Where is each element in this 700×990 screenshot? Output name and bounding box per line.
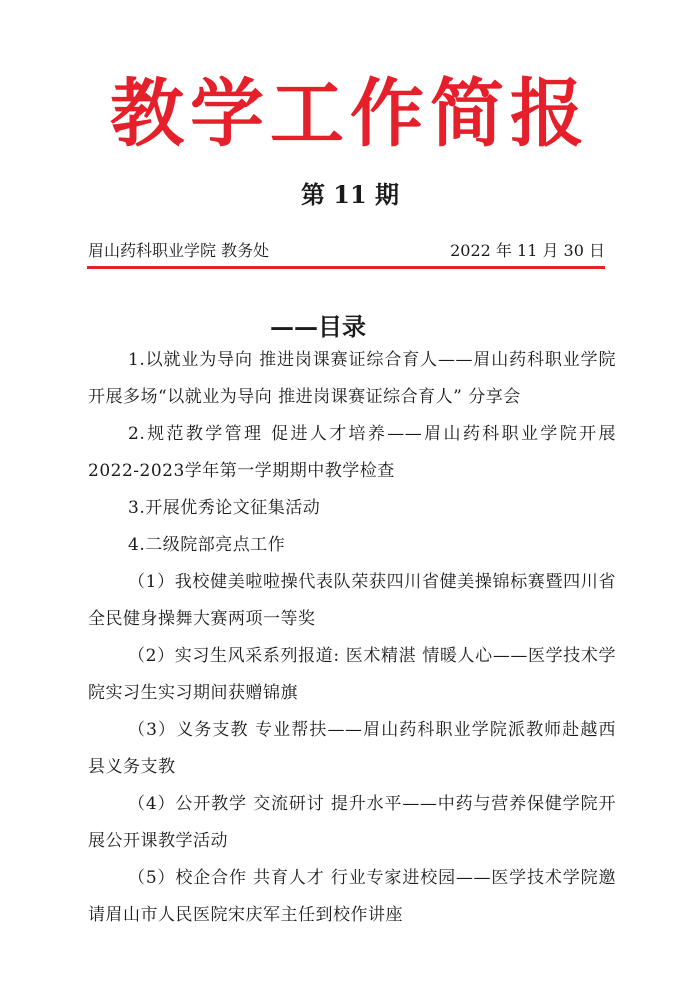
toc-item[interactable]: （5）校企合作 共育人才 行业专家进校园——医学技术学院邀请眉山市人民医院宋庆军主任到校作讲座 bbox=[88, 868, 616, 925]
toc-item[interactable]: 1.以就业为导向 推进岗课赛证综合育人——眉山药科职业学院开展多场“以就业为导向 推进岗课赛证综合育人” 分享会 bbox=[88, 350, 616, 407]
publisher-org: 眉山药科职业学院 教务处 bbox=[88, 241, 270, 260]
toc-item[interactable]: （2）实习生风采系列报道: 医术精湛 情暖人心——医学技术学院实习生实习期间获赠锦旗 bbox=[88, 646, 616, 703]
toc-title: ——目录 bbox=[270, 312, 366, 341]
toc-item[interactable]: 2.规范教学管理 促进人才培养——眉山药科职业学院开展2022-2023学年第一学期期中教学检查 bbox=[88, 424, 616, 481]
issue-number: 第 11 期 bbox=[300, 180, 400, 209]
toc-item[interactable]: （1）我校健美啦啦操代表队荣获四川省健美操锦标赛暨四川省全民健身操舞大赛两项一等奖 bbox=[88, 572, 616, 629]
toc-item[interactable]: （3）义务支教 专业帮扶——眉山药科职业学院派教师赴越西县义务支教 bbox=[88, 720, 616, 777]
table-of-contents bbox=[88, 342, 616, 934]
publish-date: 2022 年 11 月 30 日 bbox=[450, 241, 605, 260]
toc-item[interactable]: （4）公开教学 交流研讨 提升水平——中药与营养保健学院开展公开课教学活动 bbox=[88, 794, 616, 851]
toc-item[interactable]: 4.二级院部亮点工作 bbox=[128, 535, 286, 555]
newsletter-masthead: 教学工作简报 bbox=[110, 71, 590, 157]
header-divider bbox=[87, 266, 605, 269]
toc-item[interactable]: 3.开展优秀论文征集活动 bbox=[128, 498, 321, 518]
